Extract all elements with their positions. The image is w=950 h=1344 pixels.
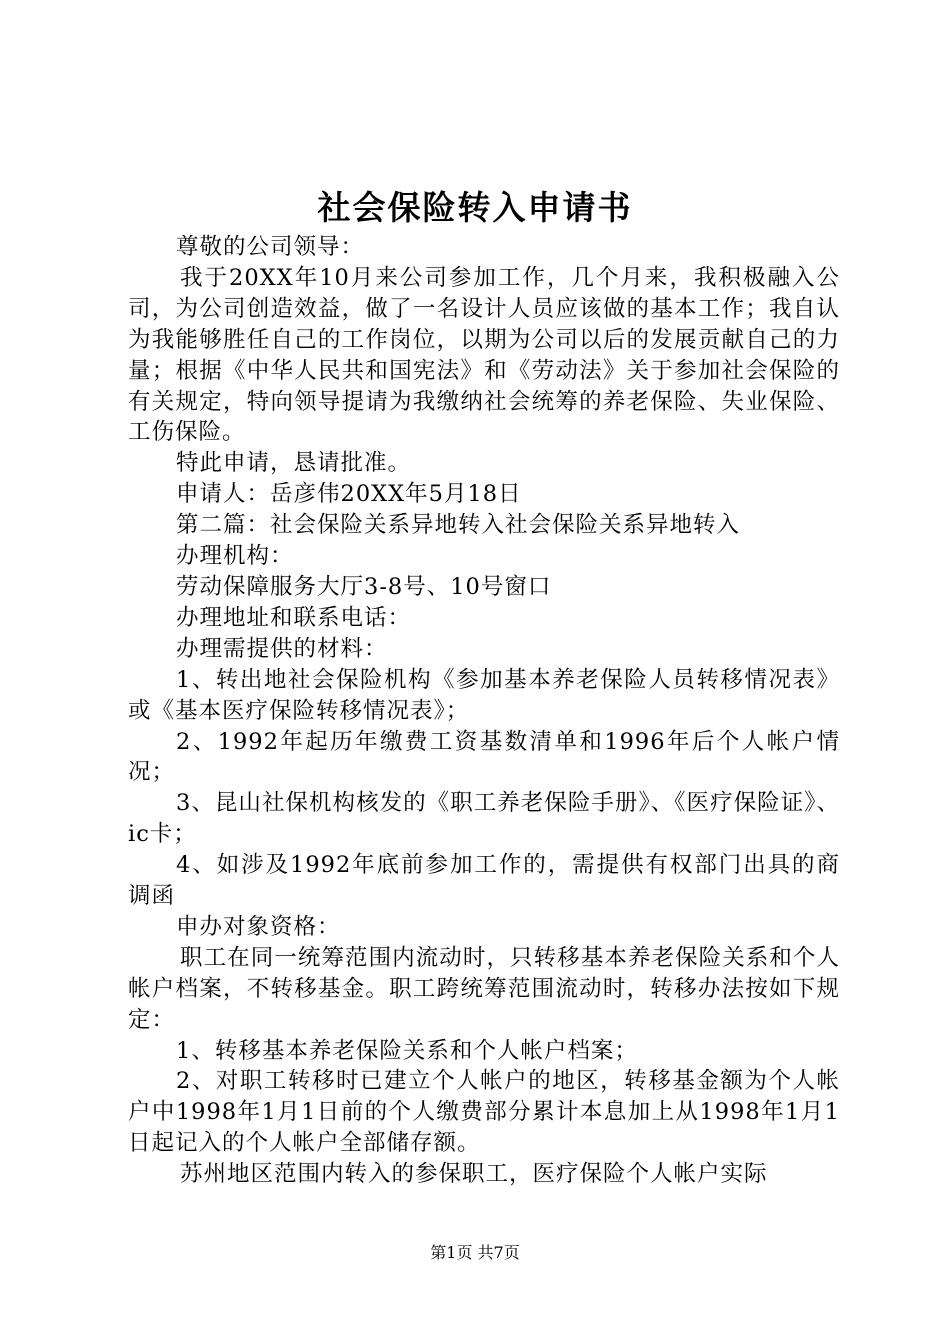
material-item: 3、昆山社保机构核发的《职工养老保险手册》、《医疗保险证》、ic卡； — [128, 790, 840, 848]
application-body-paragraph: 我于20XX年10月来公司参加工作，几个月来，我积极融入公司，为公司创造效益，做了一名设计人员应该做的基本工作；我自认为我能够胜任自己的工作岗位，以期为公司以后的发展贡献自己的力量；根据《中华人民共和国宪法》和《劳动法》关于参加社会保险的有关规定，特向领导提请为我缴纳社会统筹的养老保险、失业保险、工伤保险。 — [128, 264, 840, 446]
document-body — [128, 232, 840, 1190]
salutation: 尊敬的公司领导： — [176, 234, 365, 260]
document-title: 社会保险转入申请书 — [317, 188, 633, 227]
office-location: 劳动保障服务大厅3-8号、10号窗口 — [176, 573, 552, 600]
page-footer: 第1页 共7页 — [430, 1243, 520, 1262]
rule-item: 2、对职工转移时已建立个人帐户的地区，转移基金额为个人帐户中1998年1月1日前的个人缴费部分累计本息加上从1998年1月1日起记入的个人帐户全部储存额。 — [128, 1068, 840, 1157]
closing-request: 特此申请，恳请批准。 — [176, 450, 412, 477]
address-contact-label: 办理地址和联系电话： — [176, 604, 412, 631]
rule-item: 1、转移基本养老保险关系和个人帐户档案； — [176, 1037, 638, 1064]
material-item: 2、1992年起历年缴费工资基数清单和1996年后个人帐户情况； — [128, 728, 840, 786]
material-item: 4、如涉及1992年底前参加工作的，需提供有权部门出具的商调函 — [128, 852, 840, 910]
applicant-signature-line: 申请人：岳彦伟20XX年5月18日 — [176, 481, 522, 508]
material-item: 1、转出地社会保险机构《参加基本养老保险人员转移情况表》或《基本医疗保险转移情况表》； — [128, 666, 840, 724]
office-label: 办理机构： — [176, 543, 294, 570]
eligibility-paragraph: 职工在同一统筹范围内流动时，只转移基本养老保险关系和个人帐户档案，不转移基金。职工跨统筹范围流动时，转移办法按如下规定： — [128, 944, 840, 1033]
suzhou-paragraph: 苏州地区范围内转入的参保职工，医疗保险个人帐户实际 — [180, 1161, 768, 1188]
eligibility-label: 申办对象资格： — [176, 913, 341, 940]
materials-label: 办理需提供的材料： — [176, 635, 388, 662]
section-heading: 第二篇：社会保险关系异地转入社会保险关系异地转入 — [176, 512, 741, 539]
